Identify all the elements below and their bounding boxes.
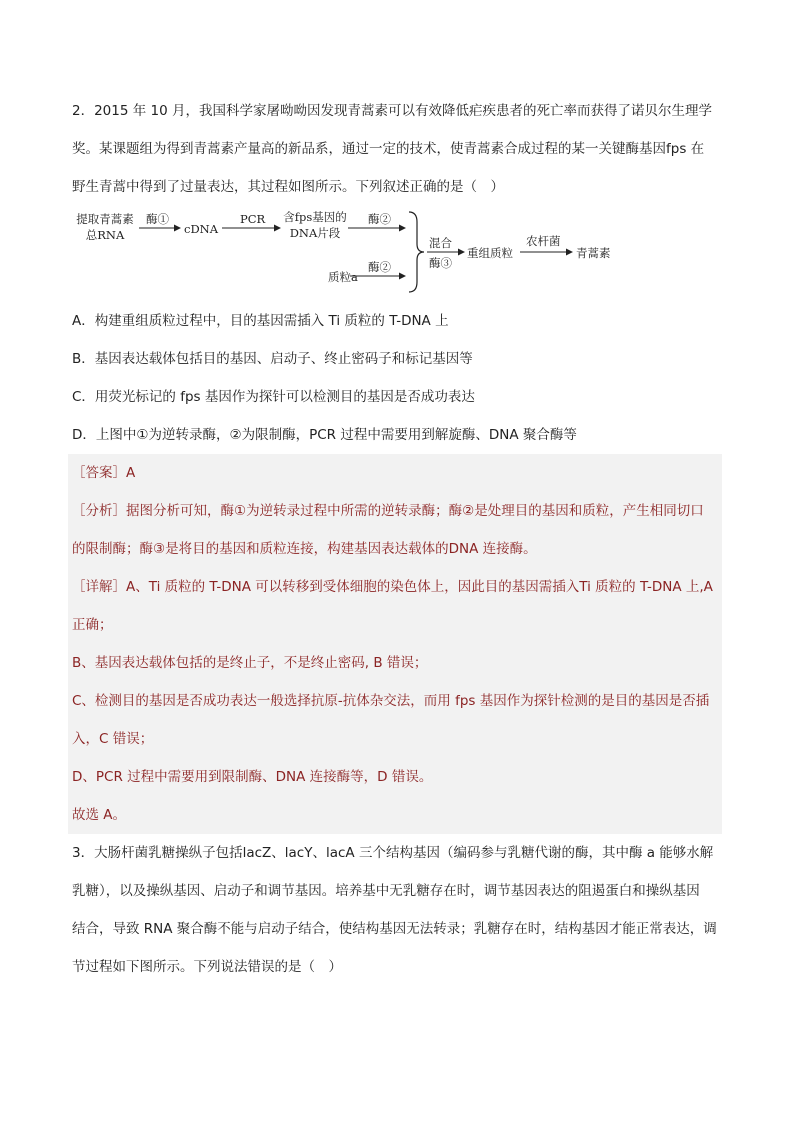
question-2-line-2: 奖。某课题组为得到青蒿素产量高的新品系，通过一定的技术，使青蒿素合成过程的某一关键酶基因fps 在 bbox=[72, 141, 705, 157]
detail-line-2: 正确； bbox=[72, 617, 113, 633]
question-3-stem bbox=[72, 834, 722, 986]
label-fragment-1: 含fps基因的 bbox=[283, 210, 347, 224]
detail-line-7: 故选 A。 bbox=[72, 807, 127, 823]
document-page bbox=[72, 92, 722, 986]
label-plasmid: 质粒a bbox=[328, 270, 358, 284]
question-2-line-1: 2．2015 年 10 月，我国科学家屠呦呦因发现青蒿素可以有效降低疟疾患者的死亡率而获得了诺贝尔生理学 bbox=[72, 103, 712, 119]
option-b: B．基因表达载体包括目的基因、启动子、终止密码子和标记基因等 bbox=[72, 351, 473, 367]
brace bbox=[409, 212, 424, 292]
detail-line-5: 入，C 错误； bbox=[72, 731, 154, 747]
question-3-line-4: 节过程如下图所示。下列说法错误的是（ ） bbox=[72, 959, 342, 975]
question-2-stem bbox=[72, 92, 722, 206]
detail-line-6: D、PCR 过程中需要用到限制酶、DNA 连接酶等，D 错误。 bbox=[72, 769, 433, 785]
label-extract-rna-2: 总RNA bbox=[85, 228, 125, 242]
label-mix: 混合 bbox=[429, 236, 452, 250]
detail-line-1: ［详解］A、Ti 质粒的 T-DNA 可以转移到受体细胞的染色体上，因此目的基因需插入Ti 质粒的 T-DNA 上,A bbox=[72, 579, 713, 595]
label-extract-rna-1: 提取青蒿素 bbox=[76, 212, 134, 226]
answer-line: ［答案］A bbox=[72, 465, 136, 481]
label-pcr: PCR bbox=[240, 212, 266, 226]
label-agrobacterium: 农杆菌 bbox=[526, 234, 561, 248]
option-a: A．构建重组质粒过程中，目的基因需插入 Ti 质粒的 T-DNA 上 bbox=[72, 313, 449, 329]
detail-line-4: C、检测目的基因是否成功表达一般选择抗原-抗体杂交法，而用 fps 基因作为探针检测的是目的基因是否插 bbox=[72, 693, 710, 709]
question-3-line-2: 乳糖），以及操纵基因、启动子和调节基因。培养基中无乳糖存在时，调节基因表达的阻遏蛋白和操纵基因 bbox=[72, 883, 700, 899]
process-diagram bbox=[72, 206, 722, 302]
label-enzyme-1: 酶① bbox=[146, 212, 169, 226]
option-d: D．上图中①为逆转录酶，②为限制酶，PCR 过程中需要用到解旋酶、DNA 聚合酶等 bbox=[72, 427, 577, 443]
question-3-line-1: 3．大肠杆菌乳糖操纵子包括lacZ、lacY、lacA 三个结构基因（编码参与乳糖代谢的酶，其中酶 a 能够水解 bbox=[72, 845, 714, 861]
option-c: C．用荧光标记的 fps 基因作为探针可以检测目的基因是否成功表达 bbox=[72, 389, 475, 405]
label-recombinant-plasmid: 重组质粒 bbox=[467, 246, 513, 260]
label-enzyme-2-top: 酶② bbox=[368, 212, 391, 226]
label-enzyme-2-bottom: 酶② bbox=[368, 260, 391, 274]
question-2-options bbox=[72, 302, 722, 454]
label-artemisinin: 青蒿素 bbox=[576, 246, 611, 260]
label-enzyme-3: 酶③ bbox=[429, 256, 452, 270]
question-2-line-3: 野生青蒿中得到了过量表达，其过程如图所示。下列叙述正确的是（ ） bbox=[72, 179, 504, 195]
label-cdna: cDNA bbox=[184, 222, 219, 236]
detail-line-3: B、基因表达载体包括的是终止子，不是终止密码, B 错误； bbox=[72, 655, 428, 671]
question-3-line-3: 结合，导致 RNA 聚合酶不能与启动子结合，使结构基因无法转录；乳糖存在时，结构基因才能正常表达，调 bbox=[72, 921, 717, 937]
label-fragment-2: DNA片段 bbox=[289, 226, 341, 240]
analysis-line-2: 的限制酶；酶③是将目的基因和质粒连接，构建基因表达载体的DNA 连接酶。 bbox=[72, 541, 537, 557]
process-diagram-arrows bbox=[72, 206, 722, 302]
answer-explanation-box bbox=[68, 454, 722, 834]
analysis-line-1: ［分析］据图分析可知，酶①为逆转录过程中所需的逆转录酶；酶②是处理目的基因和质粒，产生相同切口 bbox=[72, 503, 704, 519]
